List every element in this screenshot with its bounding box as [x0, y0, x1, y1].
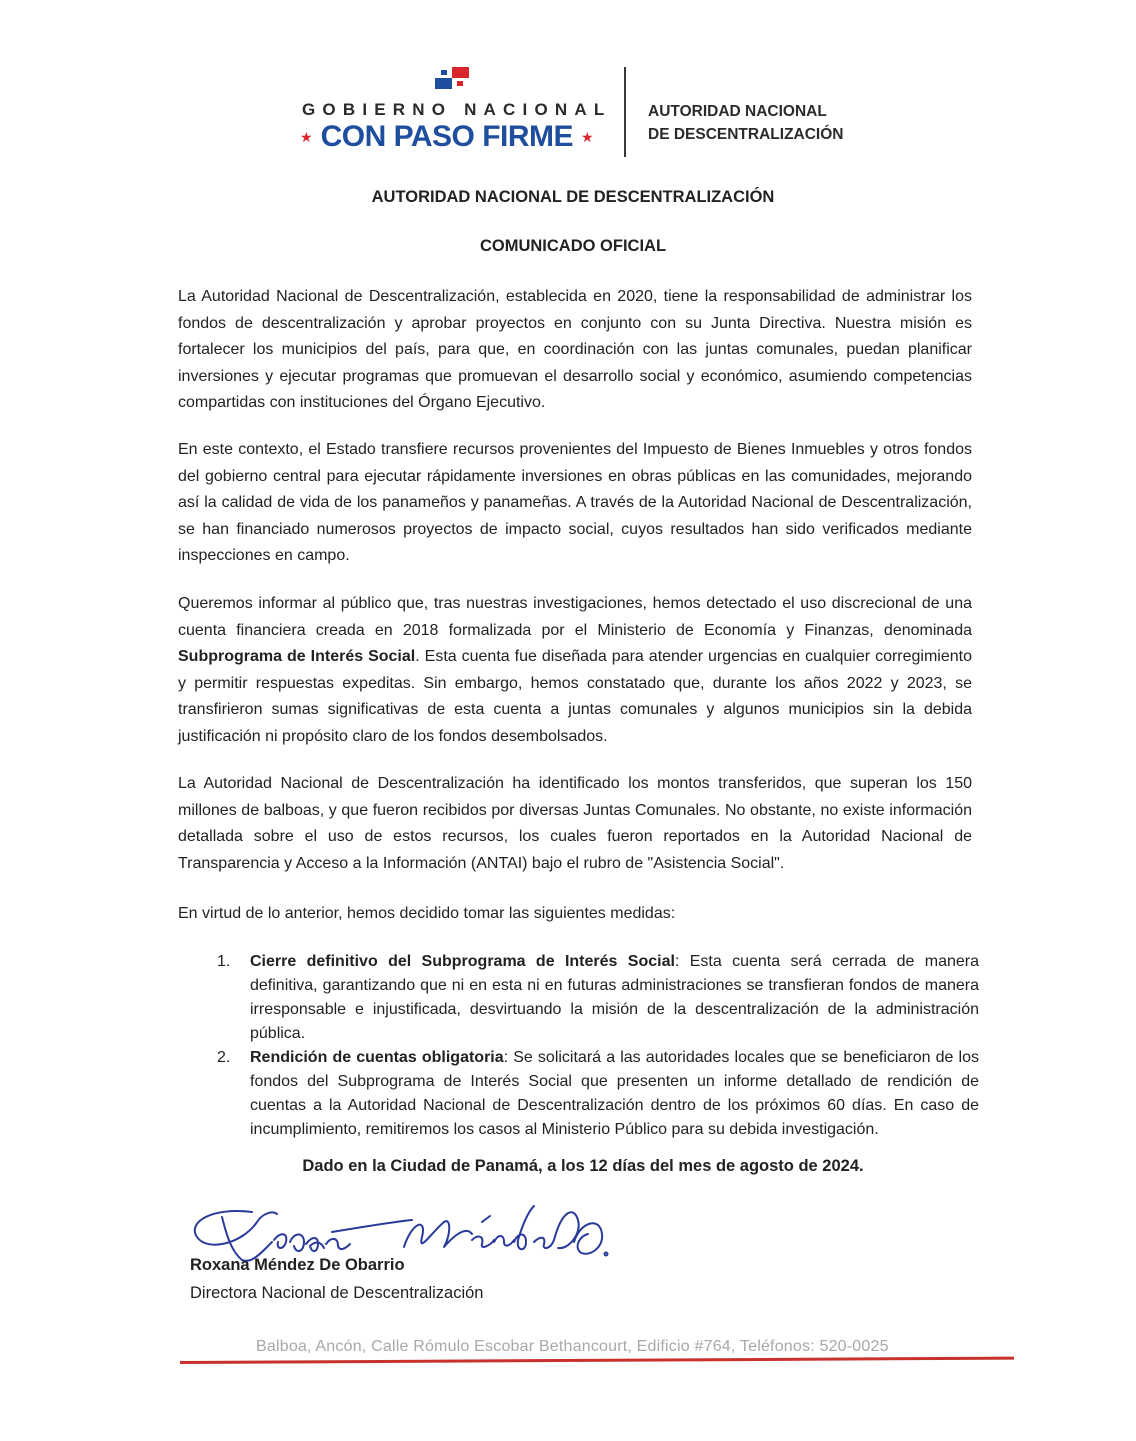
list-item-number: 1. — [217, 953, 231, 970]
agency-name — [648, 100, 843, 146]
star-icon: ★ — [300, 128, 313, 145]
list-item — [217, 950, 979, 1046]
list-item-text — [250, 1046, 979, 1142]
letterhead — [0, 0, 1136, 170]
list-item — [217, 1046, 979, 1142]
signer-title: Directora Nacional de Descentralización — [190, 1284, 484, 1302]
paragraph-5: En virtud de lo anterior, hemos decidido tomar las siguientes medidas: — [178, 905, 676, 922]
document-title: AUTORIDAD NACIONAL DE DESCENTRALIZACIÓN — [371, 188, 775, 206]
star-icon: ★ — [581, 128, 594, 145]
paragraph-3-start: Queremos informar al público que, tras nuestras investigaciones, hemos detectado el uso discrecional de una cuenta financiera creada en 2018 formalizada por el Ministerio de Economía y Finanzas, denominada — [178, 595, 972, 639]
footer-divider — [180, 1357, 1014, 1364]
paragraph-3-end: . Esta cuenta fue diseñada para atender urgencias en cualquier corregimiento y permitir respuestas expeditas. Sin embargo, hemos constatado que, durante los años 2022 y 2023, se transfirieron sumas significativas de esta cuenta a juntas comunales y algunos municipios sin la debida justificación ni propósito claro de los fondos desembolsados. — [178, 648, 972, 745]
paragraph-3-bold: Subprograma de Interés Social — [178, 648, 416, 665]
gov-brand-line2 — [300, 120, 610, 154]
list-item-heading: Cierre definitivo del Subprograma de Interés Social — [250, 953, 675, 970]
date-place-line: Dado en la Ciudad de Panamá, a los 12 días del mes de agosto de 2024. — [302, 1157, 864, 1175]
measures-list — [217, 950, 979, 1142]
list-item-heading: Rendición de cuentas obligatoria — [250, 1049, 504, 1066]
paragraph-4: La Autoridad Nacional de Descentralización ha identificado los montos transferidos, que superan los 150 millones de balboas, y que fueron recibidos por diversas Juntas Comunales. No obstante, no existe información detallada sobre el uso de estos recursos, los cuales fueron reportados en la Autoridad Nacional de Transparencia y Acceso a la Información (ANTAI) bajo el rubro de "Asistencia Social". — [178, 775, 972, 872]
document-subtitle: COMUNICADO OFICIAL — [479, 237, 667, 255]
panama-flag-icon — [435, 67, 469, 89]
list-item-text — [250, 950, 979, 1046]
footer-address: Balboa, Ancón, Calle Rómulo Escobar Bethancourt, Edificio #764, Teléfonos: 520-0025 — [256, 1338, 889, 1355]
gov-motto: CON PASO FIRME — [320, 120, 574, 153]
agency-line1: AUTORIDAD NACIONAL — [648, 103, 827, 120]
gov-brand-line1: GOBIERNO NACIONAL — [302, 100, 612, 119]
header-divider — [624, 67, 626, 157]
paragraph-3 — [178, 591, 972, 750]
list-item-body: : Se solicitará a las autoridades locales que se beneficiaron de los fondos del Subprograma de Interés Social que presenten un informe detallado de rendición de cuentas a la Autoridad Nacional de Descentralización dentro de los próximos 60 días. En caso de incumplimiento, remitiremos los casos al Ministerio Público para su debida investigación. — [250, 1049, 980, 1138]
signer-name: Roxana Méndez De Obarrio — [190, 1256, 405, 1274]
list-item-body: : Esta cuenta será cerrada de manera definitiva, garantizando que ni en esta ni en futuras administraciones se transfieran fondos de manera irresponsable e injustificada, desvirtuando la misión de la descentralización de la administración pública. — [250, 953, 979, 1042]
paragraph-1: La Autoridad Nacional de Descentralización, establecida en 2020, tiene la responsabilidad de administrar los fondos de descentralización y aprobar proyectos en conjunto con su Junta Directiva. Nuestra misión es fortalecer los municipios del país, para que, en coordinación con las juntas comunales, puedan planificar inversiones y ejecutar programas que promuevan el desarrollo social y económico, asumiendo competencias compartidas con instituciones del Órgano Ejecutivo. — [178, 288, 972, 411]
list-item-number: 2. — [217, 1049, 231, 1066]
agency-line2: DE DESCENTRALIZACIÓN — [648, 126, 844, 143]
paragraph-2: En este contexto, el Estado transfiere recursos provenientes del Impuesto de Bienes Inmuebles y otros fondos del gobierno central para ejecutar rápidamente inversiones en obras públicas en las comunidades, mejorando así la calidad de vida de los panameños y panameñas. A través de la Autoridad Nacional de Descentralización, se han financiado numerosos proyectos de impacto social, cuyos resultados han sido verificados mediante inspecciones en campo. — [178, 441, 972, 564]
